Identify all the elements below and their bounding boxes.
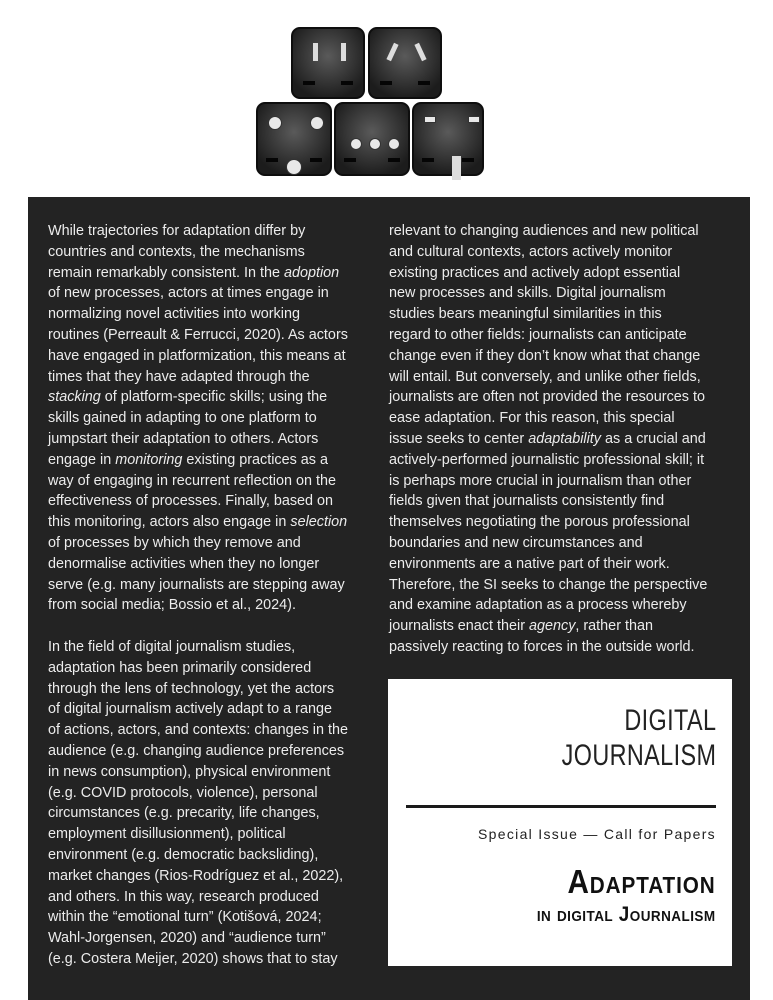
text-line: regard to other fields: journalists can anticipate: [389, 326, 687, 343]
emphasized-term: agency: [528, 618, 576, 635]
text-line: ease adaptation. For this reason, this special: [389, 410, 675, 427]
text-line: relevant to changing audiences and new political: [389, 223, 699, 239]
text-line: from social media; Bossio et al., 2024).: [48, 597, 296, 614]
right-column-text: [389, 221, 707, 658]
text-line: this monitoring, actors also engage in selection: [48, 514, 348, 531]
divider: [406, 805, 716, 808]
plug-adapter: [412, 102, 484, 176]
text-line: of digital journalism actively adapt to a range: [48, 701, 332, 718]
text-line: (e.g. COVID protocols, violence), personal: [48, 784, 318, 801]
text-line: fields given that journalists consistently find: [389, 493, 665, 510]
text-line: existing practices and actively adopt essential: [389, 264, 681, 281]
plug-adapter: [256, 102, 332, 176]
text-line: and others. In this way, research produced: [48, 888, 319, 905]
text-line: of new processes, actors at times engage in: [48, 285, 329, 302]
logo-line-1: DIGITAL: [623, 704, 716, 737]
text-line: passively reacting to forces in the outside world.: [389, 638, 695, 655]
text-line: boundaries and new circumstances and: [389, 534, 643, 551]
text-line: journalists are often not provided the resources to: [389, 389, 705, 406]
issue-title-sub: in digital Journalism: [537, 903, 716, 926]
logo-line-2: JOURNALISM: [561, 739, 716, 772]
text-line: engage in monitoring existing practices as a: [48, 451, 328, 468]
call-for-papers-callout: [388, 679, 732, 966]
text-line: studies bears meaningful similarities in this: [389, 306, 662, 323]
plug-adapter: [334, 102, 410, 176]
text-line: circumstances (e.g. precarity, life changes,: [48, 805, 320, 822]
text-line: new processes and skills. Digital journalism: [389, 285, 666, 302]
issue-title: Adaptation: [567, 863, 716, 900]
plug-adapter: [291, 27, 365, 99]
text-line: While trajectories for adaptation differ by: [48, 223, 306, 239]
paragraph-gap: [48, 616, 348, 637]
text-line: of processes by which they remove and: [48, 534, 301, 551]
special-issue-subtitle: Special Issue — Call for Papers: [478, 826, 716, 842]
text-line: of actions, actors, and contexts: changes in the: [48, 722, 348, 739]
emphasized-term: stacking: [48, 389, 101, 406]
text-line: in news consumption), physical environment: [48, 763, 331, 780]
text-line: (e.g. Costera Meijer, 2020) shows that to stay: [48, 950, 338, 967]
text-line: will entail. But conversely, and unlike other fields,: [389, 368, 701, 385]
text-line: within the “emotional turn” (Kotišová, 2024;: [48, 909, 322, 926]
text-line: effectiveness of processes. Finally, based on: [48, 493, 334, 510]
text-line: denormalise activities when they no longer: [48, 555, 320, 572]
text-line: way of engaging in recurrent reflection on the: [48, 472, 336, 489]
text-line: countries and contexts, the mechanisms: [48, 243, 305, 260]
text-line: jumpstart their adaptation to others. Actors: [48, 430, 319, 447]
text-line: and cultural contexts, actors actively monitor: [389, 243, 673, 260]
text-line: audience (e.g. changing audience preferences: [48, 742, 345, 759]
plug-adapters-photo: [250, 20, 490, 190]
text-line: In the field of digital journalism studies,: [48, 638, 296, 655]
text-line: adaptation has been primarily considered: [48, 659, 312, 676]
text-line: through the lens of technology, yet the actors: [48, 680, 335, 697]
text-line: and examine adaptation as a process whereby: [389, 597, 687, 614]
text-line: skills gained in adapting to one platform to: [48, 410, 317, 427]
emphasized-term: adaptability: [528, 430, 601, 447]
emphasized-term: selection: [290, 514, 348, 531]
text-line: issue seeks to center adaptability as a crucial and: [389, 430, 706, 447]
plug-adapter: [368, 27, 442, 99]
text-line: times that they have adapted through the: [48, 368, 310, 385]
text-line: market changes (Rios-Rodríguez et al., 2022),: [48, 867, 344, 884]
text-line: routines (Perreault & Ferrucci, 2020). As actors: [48, 326, 348, 343]
text-line: environments are a native part of their work.: [389, 555, 670, 572]
paragraph: [389, 221, 707, 658]
text-line: environment (e.g. democratic backsliding),: [48, 846, 319, 863]
emphasized-term: monitoring: [115, 451, 183, 468]
text-line: serve (e.g. many journalists are stepping away: [48, 576, 345, 593]
text-line: Therefore, the SI seeks to change the perspective: [389, 576, 708, 593]
text-line: remain remarkably consistent. In the adoption: [48, 264, 340, 281]
text-line: have engaged in platformization, this means at: [48, 347, 346, 364]
text-line: is perhaps more crucial in journalism than other: [389, 472, 692, 489]
emphasized-term: adoption: [283, 264, 340, 281]
paragraph: [48, 221, 348, 616]
text-line: Wahl-Jorgensen, 2020) and “audience turn”: [48, 930, 326, 947]
text-line: stacking of platform-specific skills; using the: [48, 389, 328, 406]
text-line: themselves negotiating the porous professional: [389, 514, 690, 531]
text-line: change even if they don’t know what that change: [389, 347, 701, 364]
text-line: journalists enact their agency, rather than: [389, 618, 653, 635]
journal-logo: [561, 703, 716, 773]
text-line: employment disillusionment), political: [48, 826, 286, 843]
text-line: actively-performed journalistic professional skill; it: [389, 451, 705, 468]
left-column-text: [48, 221, 348, 970]
paragraph: [48, 637, 348, 970]
text-line: normalizing novel activities into working: [48, 306, 300, 323]
